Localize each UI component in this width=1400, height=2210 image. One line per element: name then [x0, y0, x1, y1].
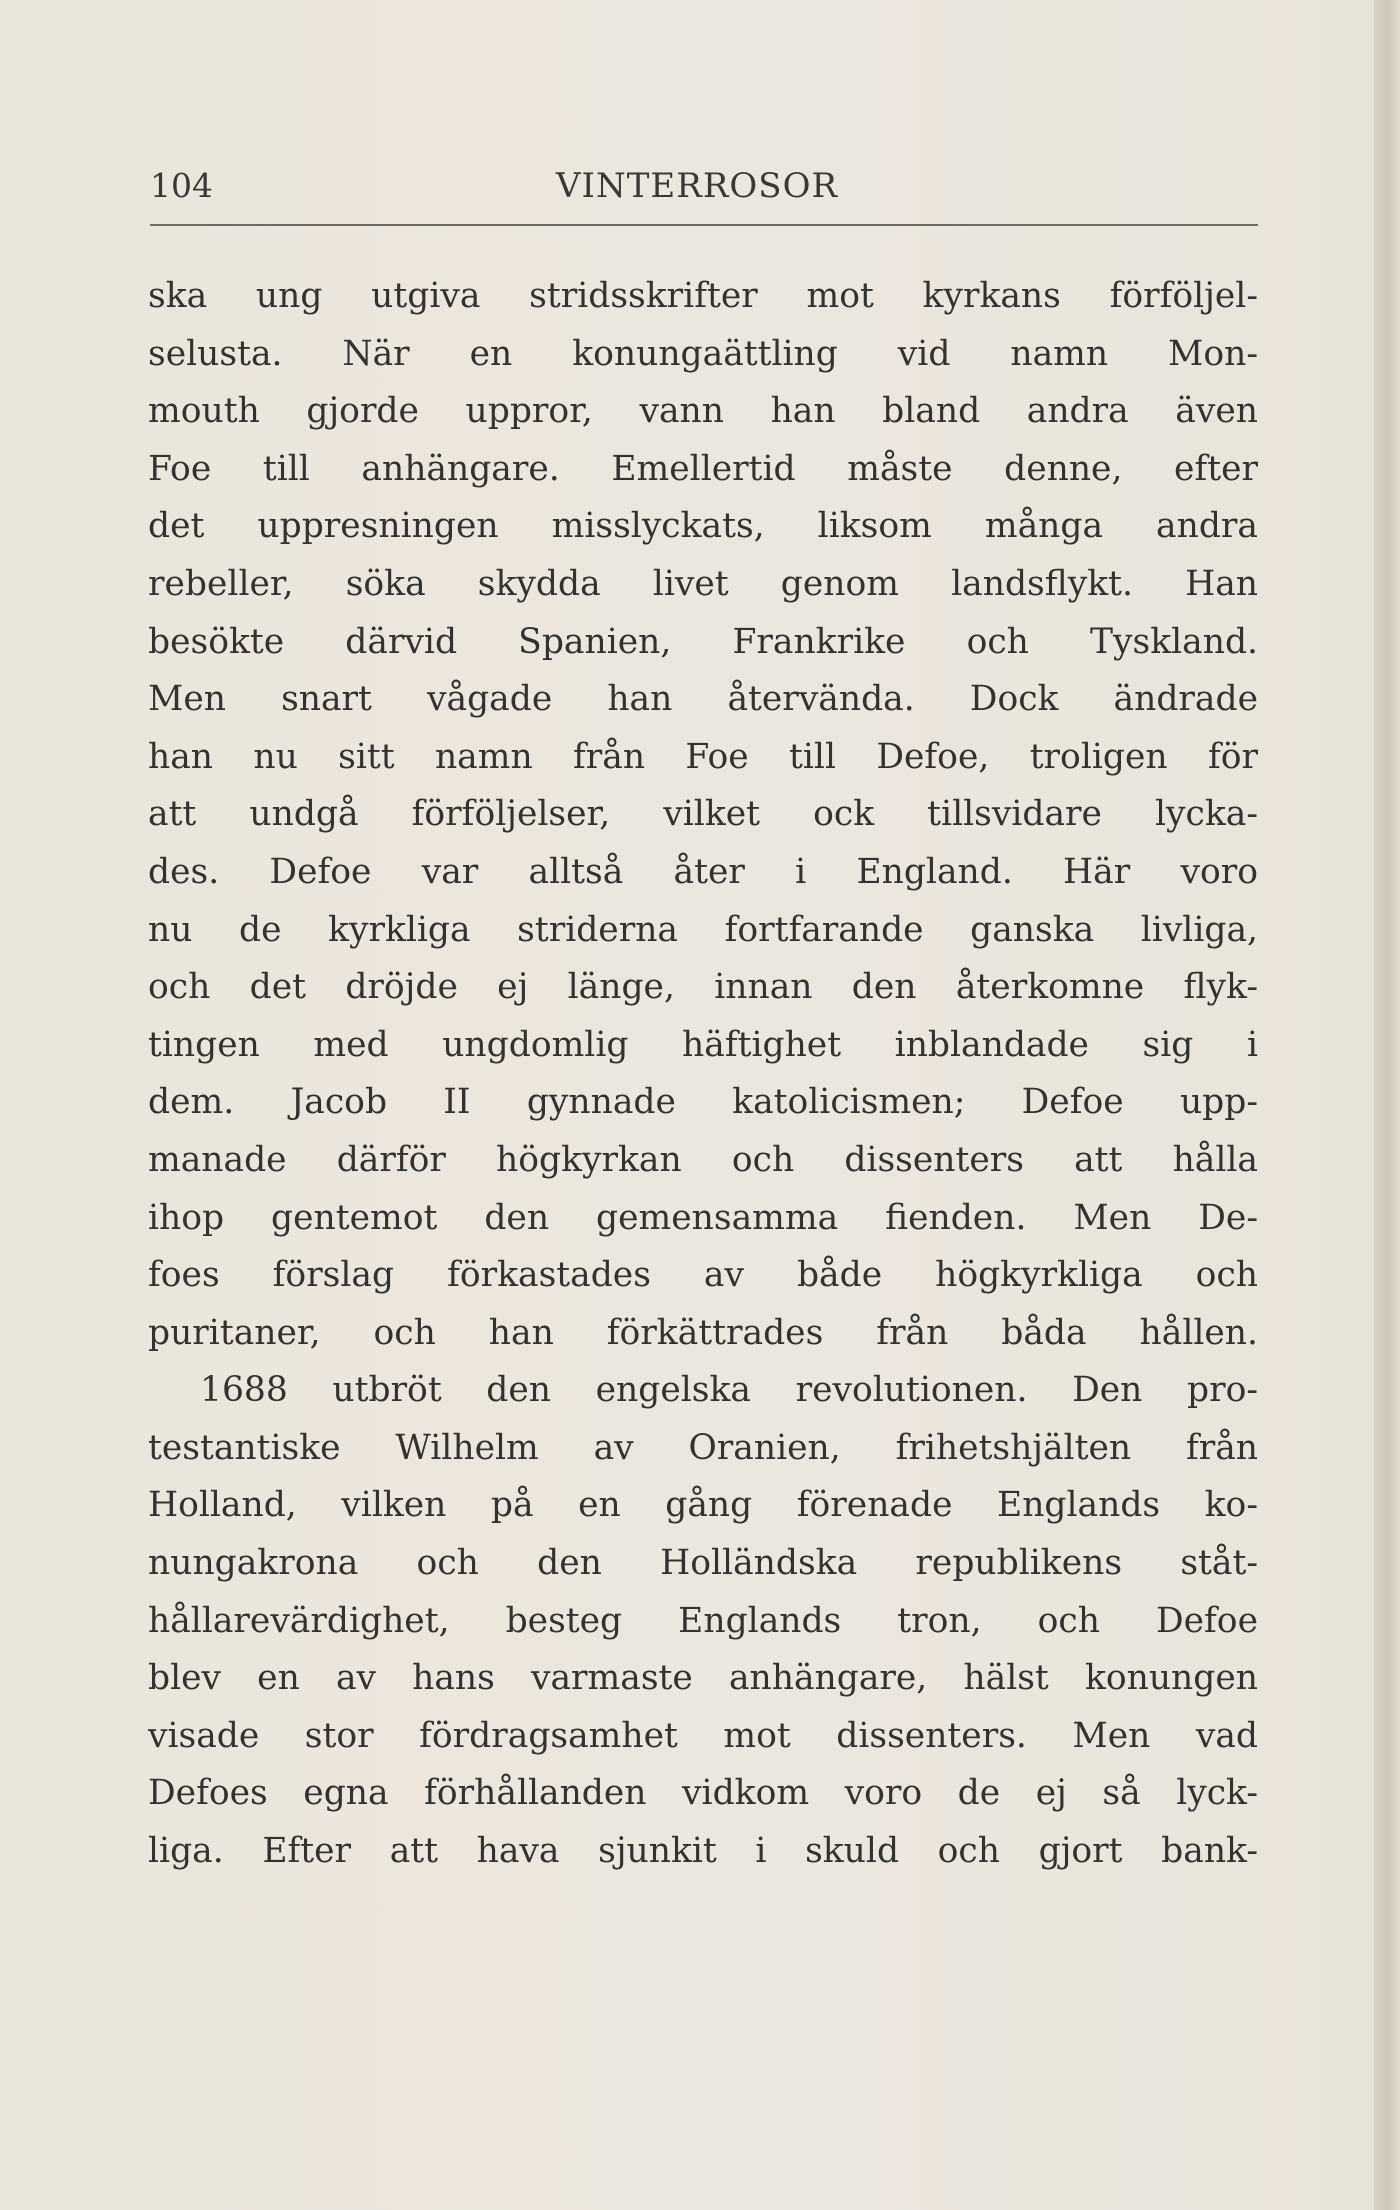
text-line: Defoes egna förhållanden vidkom voro de ej så lyck-	[148, 1773, 1258, 1814]
text-line: rebeller, söka skydda livet genom landsflykt. Han	[148, 563, 1258, 604]
text-line: hållarevärdighet, besteg Englands tron, och Defoe	[148, 1600, 1258, 1641]
page-number: 104	[150, 166, 213, 205]
text-line: Foe till anhängare. Emellertid måste denne, efter	[148, 448, 1258, 489]
text-line: selusta. När en konungaättling vid namn Mon-	[148, 333, 1258, 374]
header-rule	[150, 224, 1258, 226]
text-line: puritaner, och han förkättrades från båda hållen.	[148, 1312, 1258, 1353]
text-line: Holland, vilken på en gång förenade Englands ko-	[148, 1485, 1258, 1526]
running-title: VINTERROSOR	[556, 166, 839, 206]
text-line: mouth gjorde uppror, vann han bland andra även	[148, 391, 1258, 432]
text-line: det uppresningen misslyckats, liksom många andra	[148, 506, 1258, 547]
text-line: foes förslag förkastades av både högkyrkliga och	[148, 1255, 1258, 1296]
text-line: des. Defoe var alltså åter i England. Här voro	[148, 851, 1258, 892]
text-line: att undgå förföljelser, vilket ock tillsvidare lycka-	[148, 794, 1258, 835]
text-line: ska ung utgiva stridsskrifter mot kyrkans förföljel-	[148, 276, 1258, 316]
text-line: besökte därvid Spanien, Frankrike och Tyskland.	[148, 621, 1258, 662]
text-line: nungakrona och den Holländska republikens ståt-	[148, 1543, 1258, 1584]
text-line: tingen med ungdomlig häftighet inblandade sig i	[148, 1024, 1258, 1065]
text-line: visade stor fördragsamhet mot dissenters. Men vad	[148, 1715, 1258, 1756]
text-line: liga. Efter att hava sjunkit i skuld och gjort bank-	[148, 1831, 1258, 1872]
text-line: ihop gentemot den gemensamma fienden. Men De-	[148, 1197, 1258, 1238]
text-line: 1688 utbröt den engelska revolutionen. Den pro-	[200, 1370, 1258, 1411]
text-line: och det dröjde ej länge, innan den återkomne flyk-	[148, 967, 1258, 1008]
text-line: Men snart vågade han återvända. Dock ändrade	[148, 679, 1258, 720]
text-line: nu de kyrkliga striderna fortfarande ganska livliga,	[148, 909, 1258, 950]
text-line: manade därför högkyrkan och dissenters att hålla	[148, 1139, 1258, 1180]
body-text	[148, 268, 1258, 1881]
page-edge	[1374, 0, 1400, 2210]
text-line: han nu sitt namn från Foe till Defoe, troligen för	[148, 736, 1258, 777]
text-line: blev en av hans varmaste anhängare, hälst konungen	[148, 1658, 1258, 1699]
text-line: dem. Jacob II gynnade katolicismen; Defoe upp-	[148, 1082, 1258, 1123]
page-header	[150, 166, 1258, 218]
text-line: testantiske Wilhelm av Oranien, frihetshjälten från	[148, 1427, 1258, 1468]
